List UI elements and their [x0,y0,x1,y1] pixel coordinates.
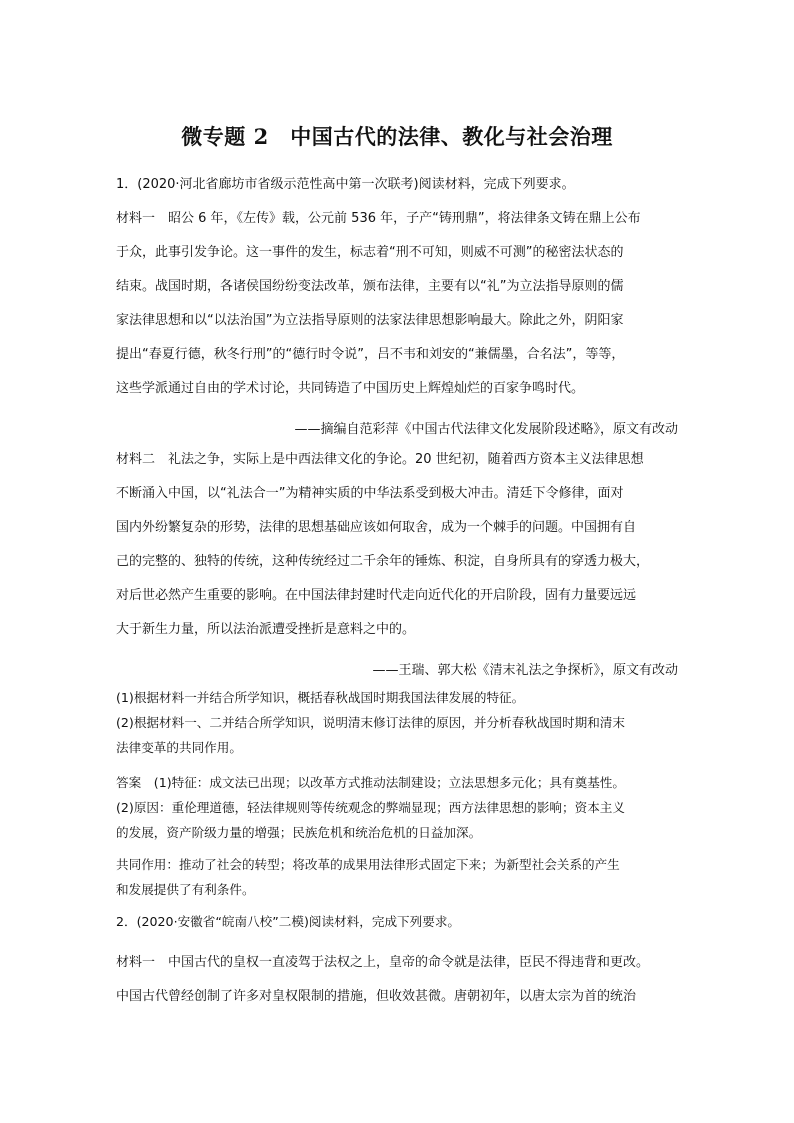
material-line: 己的完整的、独特的传统，这种传统经过二千余年的锤炼、积淀，自身所具有的穿透力极大， [116,554,650,569]
page-title: 微专题 2 中国古代的法律、教化与社会治理 [181,124,613,149]
material-line: 中国古代曾经创制了许多对皇权限制的措施，但收效甚微。唐朝初年，以唐太宗为首的统治 [116,989,637,1004]
answer-line: (2)原因：重伦理道德，轻法律规则等传统观念的弊端显现；西方法律思想的影响；资本主义 [116,800,625,815]
answer-line: 和发展提供了有利条件。 [116,882,255,897]
answer-line: 共同作用：推动了社会的转型；将改革的成果用法律形式固定下来；为新型社会关系的产生 [116,857,620,872]
material-line: 提出“春夏行德，秋冬行刑”的“德行时令说”，吕不韦和刘安的“兼儒墨，合名法”，等等， [116,347,625,362]
question-2-stem: 2．(2020·安徽省“皖南八校”二模)阅读材料，完成下列要求。 [116,914,461,929]
sub-question: (1)根据材料一并结合所学知识，概括春秋战国时期我国法律发展的特征。 [116,690,525,705]
material-line: 这些学派通过自由的学术讨论，共同铸造了中国历史上辉煌灿烂的百家争鸣时代。 [116,381,585,396]
material-line: 于众，此事引发争论。这一事件的发生，标志着“刑不可知，则威不可测”的秘密法状态的 [116,245,624,260]
material-line: 国内外纷繁复杂的形势，法律的思想基础应该如何取舍，成为一个棘手的问题。中国拥有自 [116,520,637,535]
answer-line: 答案 (1)特征：成文法已出现；以改革方式推动法制建设；立法思想多元化；具有奠基性。 [116,775,625,790]
material-line: 材料二 礼法之争，实际上是中西法律文化的争论。20 世纪初，随着西方资本主义法律思想 [116,452,644,467]
sub-question: (2)根据材料一、二并结合所学知识，说明清末修订法律的原因，并分析春秋战国时期和清末 [116,715,625,730]
answer-line: 的发展，资产阶级力量的增强；民族危机和统治危机的日益加深。 [116,825,482,840]
material-line: 对后世必然产生重要的影响。在中国法律封建时代走向近代化的开启阶段，固有力量要远远 [116,588,637,603]
material-line: 材料一 中国古代的皇权一直凌驾于法权之上，皇帝的命令就是法律，臣民不得违背和更改。 [116,955,650,970]
material-line: 不断涌入中国，以“礼法合一”为精神实质的中华法系受到极大冲击。清廷下令修律，面对 [116,486,624,501]
material-line: 结束。战国时期，各诸侯国纷纷变法改革，颁布法律，主要有以“礼”为立法指导原则的儒 [116,279,624,294]
material-line: 家法律思想和以“以法治国”为立法指导原则的法家法律思想影响最大。除此之外，阴阳家 [116,313,624,328]
source-citation: ——王瑞、郭大松《清末礼法之争探析》，原文有改动 [372,663,678,678]
material-line: 材料一 昭公 6 年，《左传》载，公元前 536 年，子产“铸刑鼎”，将法律条文铸在鼎上公布 [116,211,641,226]
source-citation: ——摘编自范彩萍《中国古代法律文化发展阶段述略》，原文有改动 [294,422,678,437]
sub-question: 法律变革的共同作用。 [116,740,242,755]
question-1-stem: 1．(2020·河北省廊坊市省级示范性高中第一次联考)阅读材料，完成下列要求。 [116,177,575,192]
material-line: 大于新生力量，所以法治派遭受挫折是意料之中的。 [116,622,416,637]
